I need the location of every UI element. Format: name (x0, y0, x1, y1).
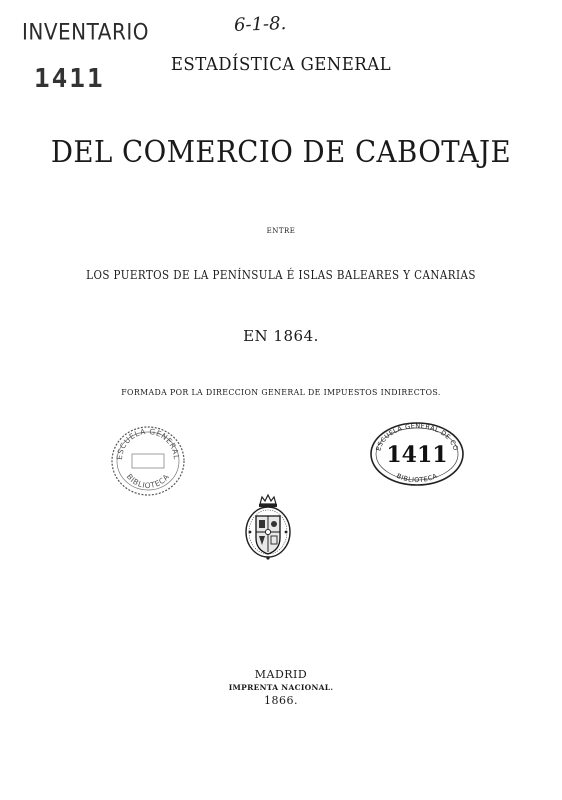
svg-text:BIBLIOTECA (125, 472, 172, 490)
seal-left-bottom-text: BIBLIOTECA (124, 472, 172, 491)
seal-left-top-text: ESCUELA GENERAL (114, 426, 182, 461)
imprint-city: MADRID (254, 668, 308, 681)
title-ports: LOS PUERTOS DE LA PENÍNSULA É ISLAS BALEARES Y CANARIAS (86, 268, 476, 282)
inventario-stamp: INVENTARIO (22, 18, 150, 46)
imprint-printer: IMPRENTA NACIONAL. (228, 683, 334, 692)
handwritten-reference: 6-1-8. (233, 13, 287, 36)
library-seal-left (108, 416, 188, 498)
seal-right-bottom-text: BIBLIOTECA (395, 471, 439, 485)
imprint-year: 1866. (264, 694, 298, 707)
library-seal-right (368, 420, 466, 488)
svg-text:BIBLIOTECA (395, 472, 438, 484)
title-connector: ENTRE (266, 227, 296, 235)
title-pre: ESTADÍSTICA GENERAL (170, 54, 392, 75)
page-title: DEL COMERCIO DE CABOTAJE (50, 135, 512, 170)
title-formada: FORMADA POR LA DIRECCION GENERAL DE IMPUESTOS INDIRECTOS. (121, 388, 441, 398)
coat-of-arms-emblem (242, 492, 294, 564)
inventario-number-stamp: 1411 (34, 64, 105, 94)
seal-right-number: 1411 (386, 442, 448, 468)
title-year: EN 1864. (243, 327, 319, 345)
svg-text:ESCUELA GENERAL (115, 427, 181, 461)
seal-right-top-text: ESCUELA GENERAL DE CO (374, 421, 460, 452)
